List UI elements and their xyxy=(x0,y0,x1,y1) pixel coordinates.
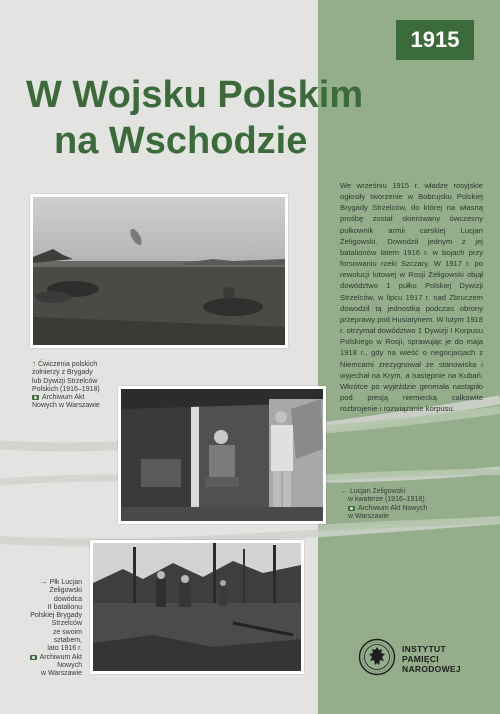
photo-exercise-image xyxy=(33,197,285,345)
title-line-2: na Wschodzie xyxy=(54,120,308,162)
caption-photo-exercise: ↑ Ćwiczenia polskich żołnierzy z Brygady lub Dywizji Strzelców Polskich (1916–1918) Archiwum Akt Nowych w Warszawie xyxy=(32,359,100,410)
camera-icon xyxy=(32,395,39,400)
year-badge: 1915 xyxy=(396,20,474,60)
arrow-icon: ↑ xyxy=(32,359,36,368)
logo-text: INSTYTUT PAMIĘCI NARODOWEJ xyxy=(402,644,461,674)
photo-quarters xyxy=(118,386,326,524)
caption-photo-staff: → Płk Lucjan Żeligowski dowódca II batalionu Polskiej Brygady Strzelców ze swoim sztabem, lato 1916 r. Archiwum Akt Nowych w Warszawie xyxy=(30,577,82,678)
arrow-icon: → xyxy=(39,577,48,586)
page-title xyxy=(26,72,446,164)
photo-staff xyxy=(90,540,304,674)
camera-icon xyxy=(30,655,37,660)
eagle-seal-icon xyxy=(358,638,396,676)
photo-quarters-image xyxy=(121,389,323,521)
camera-icon xyxy=(348,506,355,511)
body-text: We wrześniu 1915 r. władze rosyjskie ogłosiły tworzenie w Bobrujsku Polskiej Brygady Strzelców, do której na własną prośbę został skierowany ówczesny pułkownik armii carskiej Lucjan Żeligowski. Dowodził jednym z jej batalionów latem 1916 r. w bojach przy forsowaniu rzeki Szczary. W 1917 r. po rewolucji lutowej w Rosji Żeligowski objął dowództwo 1 pułku Polskiej Dywizji Strzelców, w lipcu 1917 r. nad Zbruczem dowodził tą jednostką podczas obrony przeprawy pod Husiatynem. W lutym 1918 r. otrzymał dowództwo 1 Dywizji I Korpusu Polskiego w Rosji, sprawując je do maja 1918 r., gdy na wieść o negocjacjach z Niemcami zrezygnował ze stanowiska i wyjechał na Krym, a następnie na Kubań. Wkrótce po wyjeździe generała nastąpiło pod presją niemiecką całkowite rozbrojenie i rozwiązanie korpusu. xyxy=(340,181,483,414)
arrow-icon: ← xyxy=(340,486,348,495)
title-line-1: W Wojsku Polskim xyxy=(26,74,364,116)
photo-staff-image xyxy=(93,543,301,671)
caption-photo-quarters: ← Lucjan Żeligowski w kwaterze (1916–1918) Archiwum Akt Nowych w Warszawie xyxy=(340,486,428,520)
photo-exercise xyxy=(30,194,288,348)
